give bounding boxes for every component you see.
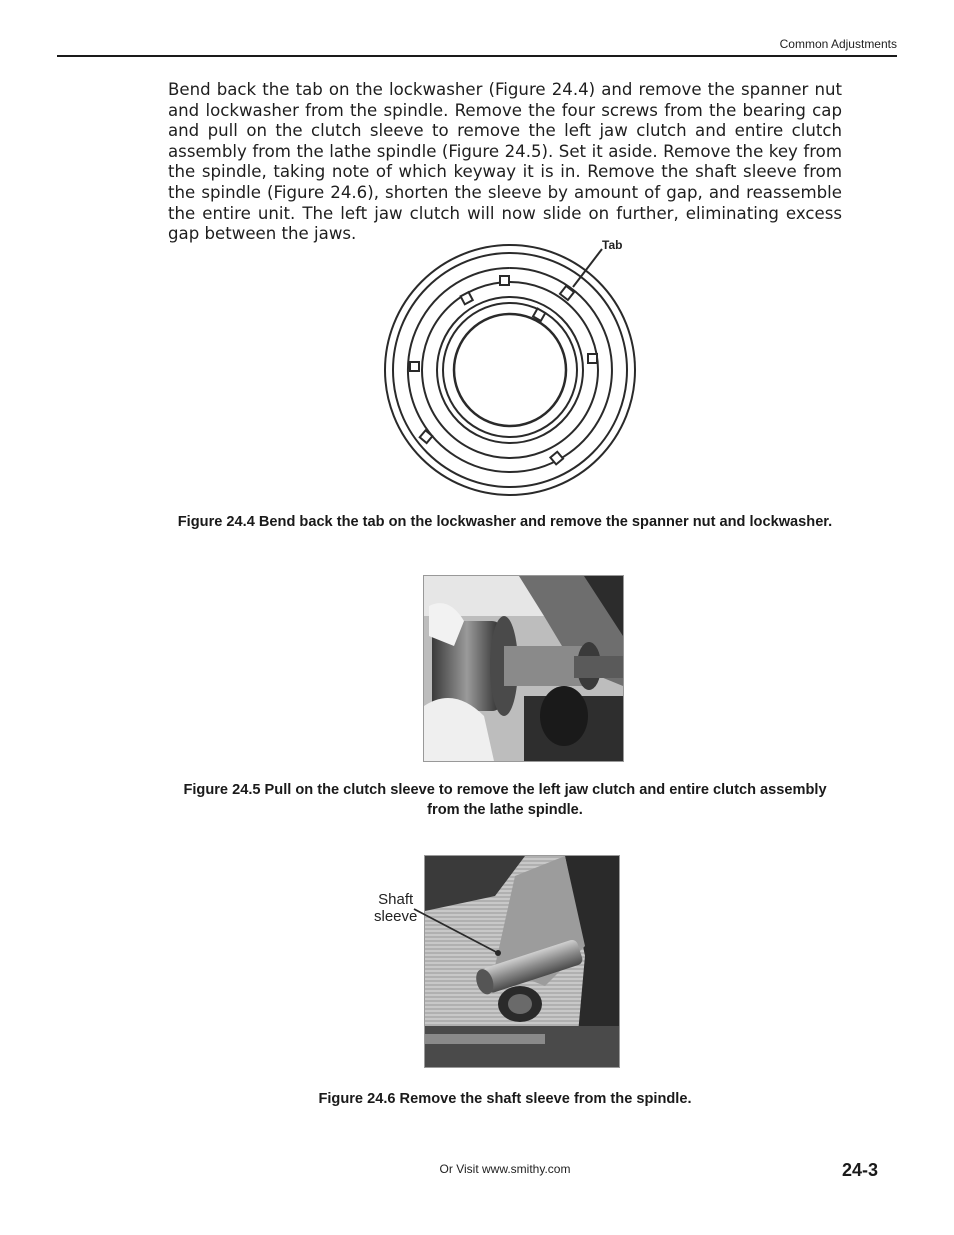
figure-24-4-caption: Figure 24.4 Bend back the tab on the lockwasher and remove the spanner nut and lockwasher. (177, 514, 833, 530)
shaft-sleeve-callout-line1: Shaft (378, 891, 414, 908)
shaft-sleeve-callout (374, 891, 417, 925)
figure-24-6-caption: Figure 24.6 Remove the shaft sleeve from the spindle. (318, 1091, 692, 1107)
figure-24-5-caption-line2: from the lathe spindle. (427, 802, 583, 818)
figure-24-5-caption-line1: Figure 24.5 Pull on the clutch sleeve to remove the left jaw clutch and entire clutch assembly (183, 782, 827, 798)
tab-callout-label: Tab (602, 238, 623, 252)
page-number: 24-3 (841, 1160, 878, 1180)
lockwasher-diagram (380, 232, 650, 506)
body-paragraph: Bend back the tab on the lockwasher (Figure 24.4) and remove the spanner nut and lockwasher from the spindle. Remove the four screws from the bearing cap and pull on the clutch sleeve to remove the left jaw clutch and entire clutch assembly from the lathe spindle (Figure 24.5). Set it aside. Remove the key from the spindle, taking note of which keyway it is in. Remove the shaft sleeve from the spindle (Figure 24.6), shorten the sleeve by amount of gap, and reassemble the entire unit. The left jaw clutch will now slide on further, eliminating excess gap between the jaws. (168, 80, 842, 244)
shaft-sleeve-callout-line2: sleeve (374, 908, 418, 925)
footer-website: Or Visit www.smithy.com (439, 1162, 571, 1176)
shaft-sleeve-pointer (410, 905, 510, 965)
header-section-title: Common Adjustments (779, 37, 897, 51)
header-rule (57, 55, 897, 57)
clutch-assembly-photo (423, 575, 624, 762)
